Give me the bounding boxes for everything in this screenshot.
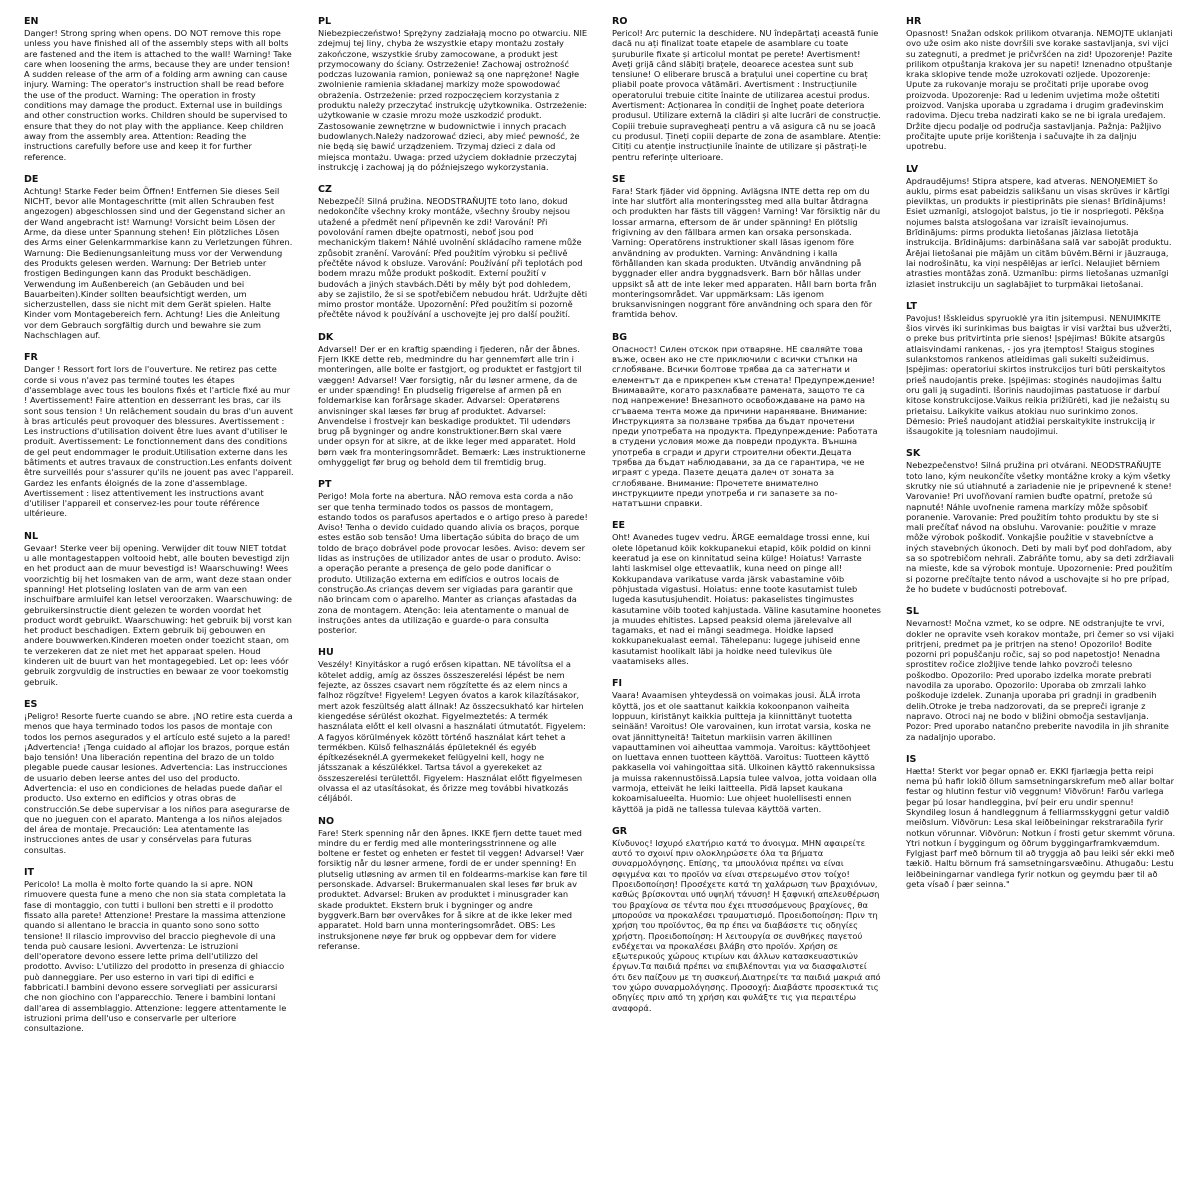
column-2	[318, 16, 588, 1186]
lang-section-es	[24, 699, 294, 855]
lang-code: BG	[612, 331, 628, 343]
warning-text: Danger ! Ressort fort lors de l'ouverture. Ne retirez pas cette corde si vous n'avez pas terminé toutes les étapes d'assemblage avec tous les boulons fixés et l'article fixé au mur ! Avertissement! Faire attention en desserrant les bras, car ils sont sous tension ! Un relâchement soudain du bras d'un auvent à bras articulés peut provoquer des blessures. Avertissement : Les instructions d'utilisation doivent être lues avant d'utiliser le produit. Avertissement: Le fonctionnement dans des conditions de gel peut endommager le produit.Utilisation externe dans les bâtiments et autres travaux de construction.Les enfants doivent être surveillés pour s'assurer qu'ils ne jouent pas avec l'appareil. Gardez les enfants éloignés de la zone d'assemblage. Avertissement : lisez attentivement les instructions avant d'utiliser l'appareil et conservez-les pour toute référence ultérieure.	[24, 364, 294, 519]
lang-code: SL	[906, 606, 919, 618]
lang-code: IS	[906, 753, 917, 765]
warning-text: Oht! Avanedes tugev vedru. ÄRGE eemaldage trossi enne, kui olete lõpetanud kõik kokkupanekui etapid, kõik poldid on kinni keeratud ja ese on kinnitatud seina külge! Hoiatus! Varraste lahti laskmisel olge ettevaatlik, kuna need on pinge all! Kokkupandava varikatuse varda järsk vabastamine võib põhjustada vigastusi. Hoiatus: enne toote kasutamist tuleb lugeda kasutusjuhendit. Hoiatus: pakaselistes tingimustes kasutamine võib tooted kahjustada. Väline kasutamine hoonetes ja muudes ehitistes. Lapsed peaksid olema järelevalve all tagamaks, et nad ei mängi seadmega. Hoidke lapsed kokkupanekualast eemal. Tähelepanu: lugege juhiseid enne kasutamist hoolikalt läbi ja hoidke need tulevikus üle vaatamiseks alles.	[612, 532, 881, 667]
lang-section-fi	[612, 678, 882, 814]
warning-text: Gevaar! Sterke veer bij opening. Verwijder dit touw NIET totdat u alle montagestappen voltooid hebt, alle bouten bevestigd zijn en het product aan de muur bevestigd is! Waarschuwing! Wees voorzichtig bij het losmaken van de arm, want deze staan onder spanning! Het plotseling loslaten van de arm van een inschuifbare armluifel kan letsel veroorzaken. Waarschuwing: de gebruikersinstructie dient gelezen te worden voordat het product wordt gebruikt. Waarschuwing: het gebruik bij vorst kan het product beschadigen. Extern gebruik bij gebouwen en andere bouwwerken.Kinderen moeten onder toezicht staan, om te verzekeren dat ze niet met het apparaat spelen. Houd kinderen uit de buurt van het montagegebied. Let op: lees vóór gebruik zorgvuldig de instructies en bewaar ze voor toekomstig gebruik.	[24, 542, 292, 687]
lang-section-lv	[906, 164, 1176, 289]
lang-section-lt	[906, 301, 1176, 437]
lang-code: NL	[24, 530, 39, 542]
lang-section-cz	[318, 184, 588, 320]
lang-code: LV	[906, 163, 919, 175]
warning-text: Nebezpečenstvo! Silná pružina pri otvárani. NEODSTRAŇUJTE toto lano, kým neukončíte všetky montážne kroky a kým všetky skrutky nie sú utiahnuté a zariadenie nie je pripevnené k stene! Varovanie! Pri uvoľňovaní ramien buďte opatrní, pretože sú napnuté! Náhle uvoľnenie ramena markízy môže spôsobiť poranenie. Varovanie: Pred použitím tohto produktu by ste si mali prečítať návod na obsluhu. Varovanie: použitie v mraze môže výrobok poškodiť. Vonkajšie použitie v stavebníctve a iných stavebných úkonoch. Deti by mali byť pod dohľadom, aby sa so spotrebičom nehrali. Zabráňte tomu, aby sa deti zdržiavali na mieste, kde sa výrobok montuje. Upozornenie: Pred použitím si pozorne prečítajte tento návod a uschovajte si ho pre prípad, že ho budete v budúcnosti potrebovať.	[906, 460, 1174, 594]
lang-code: FR	[24, 352, 38, 364]
warning-text: Vaara! Avaamisen yhteydessä on voimakas jousi. ÄLÄ irrota köyttä, jos et ole saattanut kaikkia kokoonpanon vaiheita loppuun, kiristänyt kaikkia pultteja ja kiinnittänyt tuotetta seinään! Varoitus! Ole varovainen, kun irrotat varsia, koska ne ovat jännittyneitä! Taitetun markiisin varren äkillinen vapauttaminen voi aiheuttaa vammoja. Varoitus: käyttöohjeet on luettava ennen tuotteen käyttöä. Varoitus: Tuotteen käyttö pakkasella voi vahingoittaa sitä. Ulkoinen käyttö rakennuksissa ja muissa rakennustöissä.Lapsia tulee valvoa, jotta voidaan olla varmoja, etteivät he leiki laitteella. Pidä lapset kaukana kokoamisalueelta. Huomio: Lue ohjeet huolellisesti ennen käyttöä ja pidä ne tallessa tulevaa käyttöä varten.	[612, 690, 877, 814]
lang-code: ES	[24, 698, 38, 710]
lang-section-is	[906, 754, 1176, 890]
warning-text: Κίνδυνος! Ισχυρό ελατήριο κατά το άνοιγμα. ΜΗΝ αφαιρείτε αυτό το σχοινί πριν ολοκληρώσετε όλα τα βήματα συναρμολόγησης. Επίσης, τα μπουλόνια πρέπει να είναι σφιγμένα και το προϊόν να είναι στερεωμένο στον τοίχο! Προειδοποίηση! Προσέχετε κατά τη χαλάρωση των βραχιόνων, καθώς βρίσκονται υπό υψηλή τάνυση! Η ξαφνική απελευθέρωση του βραχίονα σε τέντα που έχει πτυσσόμενους βραχίονες, θα μπορούσε να προκαλέσει τραυματισμό. Προειδοποίηση: Πριν τη χρήση του προϊόντος, θα πρ έπει να διαβάσετε τις οδηγίες χρήστη. Προειδοποίηση: Η λειτουργία σε συνθήκες παγετού ενδέχεται να προκαλέσει βλάβη στο προϊόν. Χρήση σε εξωτερικούς χώρους κτιρίων και άλλων κατασκευαστικών έργων.Τα παιδιά πρέπει να επιβλέπονται για να διασφαλιστεί ότι δεν παίζουν με τη συσκευή.Διατηρείτε τα παιδιά μακριά από τον χώρο συναρμολόγησης. Προσοχή: Διαβάστε προσεκτικά τις οδηγίες πριν από τη χρήση και φυλάξτε τις για περαιτέρω αναφορά.	[612, 837, 881, 1013]
lang-code: IT	[24, 867, 35, 879]
warning-text: Achtung! Starke Feder beim Öffnen! Entfernen Sie dieses Seil NICHT, bevor alle Montageschritte (mit allen Schrauben fest angezogen) abgeschlossen sind und der Gegenstand sicher an der Wand angebracht ist! Warnung! Vorsicht beim Lösen der Arme, da diese unter Spannung stehen! Ein plötzliches Lösen des Arms einer Gelenkarmmarkise kann zu Verletzungen führen. Warnung: Die Bedienungsanleitung muss vor der Verwendung des Produkts gelesen werden. Warnung: Der Betrieb unter frostigen Bedingungen kann das Produkt beschädigen. Verwendung im Außenbereich (an Gebäuden und bei Bauarbeiten).Kinder sollten beaufsichtigt werden, um sicherzustellen, dass sie nicht mit dem Gerät spielen. Halte Kinder vom Montagebereich fern. Achtung! Lies die Anleitung vor dem Gebrauch sorgfältig durch und bewahre sie zum Nachschlagen auf.	[24, 185, 293, 341]
lang-code: DE	[24, 173, 39, 185]
warning-text: ¡Peligro! Resorte fuerte cuando se abre. ¡NO retire esta cuerda a menos que haya terminado todos los pasos de montaje con todos los pernos asegurados y el artículo esté sujeto a la pared! ¡Advertencia! ¡Tenga cuidado al aflojar los brazos, porque están bajo tensión! Una liberación repentina del brazo de un toldo plegable puede causar lesiones. Advertencia: Las instrucciones de usuario deben leerse antes del uso del producto. Advertencia: el uso en condiciones de heladas puede dañar el producto. Uso externo en edificios y otras obras de construcción.Se debe supervisar a los niños para asegurarse de que no jueguen con el aparato. Mantenga a los niños alejados del área de montaje. Precaución: Lea atentamente las instrucciones antes de usar y consérvelas para futuras consultas.	[24, 710, 293, 855]
lang-code: PT	[318, 479, 332, 491]
lang-code: PL	[318, 16, 332, 27]
warning-text: Perigo! Mola forte na abertura. NÃO remova esta corda a não ser que tenha terminado todos os passos de montagem, estando todos os parafusos apertados e o artigo preso à parede! Aviso! Tenha o devido cuidado quando alivia os braços, porque estes estão sob tensão! Uma libertação súbita do braço de um toldo de braço dobrável pode provocar lesões. Aviso: devem ser lidas as instruções de utilizador antes de usar o produto. Aviso: a operação perante a presença de gelo pode danificar o produto. Utilização externa em edifícios e outros locais de construção.As crianças devem ser vigiadas para garantir que não brincam com o aparelho. Manter as crianças afastadas da zona de montagem. Atenção: leia atentamente o manual de instruções antes da utilização e guarde-o para consulta posterior.	[318, 491, 588, 636]
instruction-sheet	[24, 16, 1176, 1186]
warning-text: Nevarnost! Močna vzmet, ko se odpre. NE odstranjujte te vrvi, dokler ne opravite vseh korakov montaže, pri čemer so vsi vijaki pritrjeni, predmet pa je pritrjen na steno! Opozorilo! Bodite pozorni pri popuščanju ročic, saj so pod napetostjo! Nenadna sprostitev ročice zložljive tende lahko povzroči telesno poškodbo. Opozorilo: Pred uporabo izdelka morate prebrati navodila za uporabo. Opozorilo: Uporaba ob zmrzali lahko poškoduje izdelek. Zunanja uporaba pri gradnji in gradbenih delih.Otroke je treba nadzorovati, da se prepreči igranje z napravo. Otroci naj ne bodo v bližini območja sestavljanja. Pozor: Pred uporabo natančno preberite navodila in jih shranite za nadaljnjo uporabo.	[906, 618, 1175, 742]
lang-code: GR	[612, 825, 628, 837]
lang-code: NO	[318, 815, 335, 827]
warning-text: Hætta! Sterkt vor þegar opnað er. EKKI fjarlægja þetta reipi nema þú hafir lokið öllum samsetningarskrefum með allar boltar festar og hlutinn festur við veggnum! Viðvörun! Farðu varlega þegar þú losar handleggina, því þeir eru undir spennu! Skyndileg losun á handleggnum á felliarmsskyggni getur valdið meiðslum. Viðvörun: Lesa skal leiðbeiningar rekstraraðila fyrir notkun vörunnar. Viðvörun: Notkun í frosti getur skemmt vöruna. Ytri notkun í byggingum og öðrum byggingarframkvæmdum. Fylgjast þarf með börnum til að tryggja að þau leiki sér ekki með tækið. Haltu börnum frá samsetningarsvæðinu. Athugaðu: Lestu leiðbeiningarnar vandlega fyrir notkun og geymdu þær til að geta vísað í þær seinna."	[906, 765, 1176, 890]
warning-text: Niebezpieczeństwo! Sprężyny zadziałają mocno po otwarciu. NIE zdejmuj tej liny, chyba że wszystkie etapy montażu zostały zakończone, wszystkie śruby zamocowane, a produkt jest przymocowany do ściany. Ostrzeżenie! Zachowaj ostrożność podczas luzowania ramion, ponieważ są one naprężone! Nagłe zwolnienie ramienia składanej markizy może spowodować obrażenia. Ostrzeżenie: przed rozpoczęciem korzystania z produktu należy przeczytać instrukcję użytkownika. Ostrzeżenie: użytkowanie w czasie mrozu może uszkodzić produkt. Zastosowanie zewnętrzne w budownictwie i innych pracach budowlanych.Należy nadzorować dzieci, aby mieć pewność, że nie będą się bawić urządzeniem. Trzymaj dzieci z dala od miejsca montażu. Uwaga: przed użyciem dokładnie przeczytaj instrukcję i zachowaj ją do późniejszego wykorzystania.	[318, 28, 588, 172]
lang-section-hr	[906, 16, 1176, 152]
lang-section-ee	[612, 520, 882, 666]
column-4	[906, 16, 1176, 1186]
lang-code: HR	[906, 16, 922, 27]
warning-text: Opasnost! Snažan odskok prilikom otvaranja. NEMOJTE uklanjati ovo uže osim ako niste dovršili sve korake sastavljanja, svi vijci su zategnuti, a predmet je pričvršćen na zid! Upozorenje! Pazite prilikom otpuštanja krakova jer su napeti! Iznenadno otpuštanje kraka sklopive tende može uzrokovati ozljede. Upozorenje: Upute za rukovanje moraju se pročitati prije uporabe ovog proizvoda. Upozorenje: Rad u ledenim uvjetima može oštetiti proizvod. Vanjska uporaba u zgradama i drugim građevinskim radovima. Djecu treba nadzirati kako se ne bi igrala uređajem. Držite djecu podalje od područja sastavljanja. Pažnja: Pažljivo pročitajte upute prije korištenja i sačuvajte ih za daljnju upotrebu.	[906, 28, 1173, 152]
lang-code: LT	[906, 300, 917, 312]
lang-section-no	[318, 816, 588, 952]
lang-section-bg	[612, 332, 882, 509]
warning-text: Pericol! Arc puternic la deschidere. NU îndepărtați această funie dacă nu ați finalizat toate etapele de asamblare cu toate șuruburile fixate și articolul montat pe perete! Avertisment! Aveți grijă când slăbiți brațele, deoarece acestea sunt sub tensiune! O eliberare bruscă a brațului unei copertine cu braț pliabil poate provoca vătămări. Avertisment : Instrucțiunile operatorului trebuie citite înainte de utilizarea acestui produs. Avertisment: Acționarea în condiții de îngheț poate deteriora produsul. Utilizare externă la clădiri și alte lucrări de construcție. Copiii trebuie supravegheați pentru a vă asigura că nu se joacă cu produsul. Țineți copiii departe de zona de asamblare. Atenție: Citiți cu atenție instrucțiunile înainte de utilizare și păstrați-le pentru referințe ulterioare.	[612, 28, 882, 162]
lang-code: EN	[24, 16, 39, 27]
lang-code: SK	[906, 448, 921, 460]
lang-section-pl	[318, 16, 588, 172]
warning-text: Apdraudējums! Stipra atspere, kad atveras. NENOŅEMIET šo auklu, pirms esat pabeidzis salikšanu un visas skrūves ir kārtīgi pievilktas, un produkts ir piestiprināts pie sienas! Brīdinājums! Esiet uzmanīgi, atslogojot balstus, jo tie ir nospriegoti. Pēkšņa nojumes balsta atslogošana var izraisīt ievainojumus. Brīdinājums: pirms produkta lietošanas jāizlasa lietotāja instrukcija. Brīdinājums: darbināšana salā var sabojāt produktu. Ārējai lietošanai pie mājām un citām būvēm.Bērni ir jāuzrauga, lai nodrošinātu, ka viņi nespēlējas ar ierīci. Nelaujiet bērniem atrasties montāžas zonā. Uzmanību: pirms lietošanas uzmanīgi izlasiet instrukciju un saglabājiet to turpmākai lietošanai.	[906, 175, 1172, 289]
column-3	[612, 16, 882, 1186]
warning-text: Veszély! Kinyitáskor a rugó erősen kipattan. NE távolítsa el a kötelet addig, amíg az összes összeszerelési lépést be nem fejezte, az összes csavart nem rögzítette és az elem nincs a falhoz rögzítve! Figyelem! Legyen óvatos a karok kilazításakor, mert azok feszültség alatt állnak! Az összecsukható kar hirtelen kiengedése sérülést okozhat. Figyelmeztetés: A termék használata előtt el kell olvasni a használati útmutatót. Figyelem: A fagyos körülmények között történő használat kárt tehet a termékben. Külső felhasználás épületeknél és egyéb építkezéseknél.A gyermekeket felügyelni kell, hogy ne játsszanak a készülékkel. Tartsa távol a gyerekeket az összeszerelési területtől. Figyelem: Használat előtt figyelmesen olvassa el az utasításokat, és őrizze meg további hivatkozás céljából.	[318, 659, 586, 804]
warning-text: Pavojus! Išskleidus spyruoklė yra itin jsitempusi. NENUIMKITE šios virvės iki surinkimas bus baigtas ir visi varžtai bus užveržti, o preke bus pritvirtinta prie sienos! Įspėjimas! Būkite atsargūs atlaisvindami rankenas, - jos yra įtemptos! Staigus stogines sulankstomos rankenos atleidimas gali sukelti sužeidimus. Įspėjimas: operatoriui skirtos instrukcijos turi būti perskaitytos prieš naudojantis preke. Įspėjimas: stoginės naudojimas šaltu oru gali ją sugadinti. Išorinis naudojimas pastatuose ir darbuí kitose konstrukcijose.Vaikus reikia prižiūrėti, kad jie nežaistų su prietaisu. Laikykite vaikus atokiau nuo surinkimo zonos. Dėmesio: Prieš naudojant atidžiai perskaitykite instrukciją ir išsaugokite ją tolesniam naudojimui.	[906, 312, 1172, 437]
column-1	[24, 16, 294, 1186]
warning-text: Pericolo! La molla è molto forte quando la si apre. NON rimuovere questa fune a meno che non sia stata completata la fase di montaggio, con tutti i bulloni ben stretti e il prodotto fissato alla parete! Attenzione! Prestare la massima attenzione quando si allentano le braccia in quanto sono sono sotto tensione! Il rilascio improvviso del braccio pieghevole di una tenda può causare lesioni. Avvertenza: Le istruzioni dell'operatore devono essere lette prima dell'utilizzo del prodotto. Avviso: L'utilizzo del prodotto in presenza di ghiaccio può danneggiare. Per uso esterno in vari tipi di edifici e fabbricati.I bambini devono essere sorvegliati per assicurarsi che non giochino con l'apparecchio. Tenere i bambini lontani dall'area di assemblaggio. Attenzione: leggere attentamente le istruzioni prima dell'uso e conservarle per ulteriore consultazione.	[24, 879, 287, 1034]
warning-text: Danger! Strong spring when opens. DO NOT remove this rope unless you have finished all of the assembly steps with all bolts are fastened and the item is attached to the wall! Warning! Take care when loosening the arms, because they are under tension! A sudden release of the arm of a folding arm awning can cause injury. Warning: The operator's instruction shall be read before the use of the product. Warning: The operation in frosty conditions may damage the product. External use in buildings and other construction works. Children should be supervised to ensure that they do not play with the appliance. Keep children away from the assembly area. Attention: Reading the instructions carefully before use and keep it for further reference.	[24, 28, 292, 162]
warning-text: Nebezpečí! Silná pružina. NEODSTRAŇUJTE toto lano, dokud nedokončíte všechny kroky montáže, všechny šrouby nejsou utažené a předmět není připevněn ke zdi! Varování! Při povolování ramen dbejte opatrnosti, neboť jsou pod mechanickým tlakem! Náhlé uvolnění skládacího ramene může způsobit zranění. Varování: Před použitím výrobku si pečlivě přečtěte návod k obsluze. Varování: Používání při teplotách pod bodem mrazu může produkt poškodit. Externí použití v budovách a jiných stavbách.Děti by měly být pod dohledem, aby se zajistilo, že si se spotřebičem nebudou hrát. Udržujte děti mimo prostor montáže. Upozornění: Před použitím si pozorně přečtěte návod k používání a uschovejte jej pro další použití.	[318, 196, 588, 320]
warning-text: Fara! Stark fjäder vid öppning. Avlägsna INTE detta rep om du inte har slutfört alla monteringssteg med alla bultar åtdragna och produkten har fästs till väggen! Varning! Var försiktig när du lossar armarna, eftersom de är under spänning! En plötslig frigivning av den fällbara armen kan orsaka personskada. Varning: Operatörens instruktioner skall läsas igenom före användning av produkten. Varning: Användning i kalla förhållanden kan skada produkten. Utvändig användning på byggnader eller andra byggnadsverk. Barn bör hållas under uppsikt så att de inte leker med apparaten. Håll barn borta från monteringsområdet. Var uppmärksam: Läs igenom bruksanvisningen noggrant före användning och spara den för framtida behov.	[612, 185, 881, 320]
lang-code: RO	[612, 16, 628, 27]
lang-section-gr	[612, 826, 882, 1013]
lang-section-de	[24, 174, 294, 340]
lang-section-dk	[318, 332, 588, 468]
warning-text: Опасност! Силен отскок при отваряне. НЕ сваляйте това въже, освен ако не сте приключили с всички стъпки на сглобяване. Всички болтове трябва да са затегнати и елементът да е прикрепен към стената! Предупреждение! Внимавайте, когато разхлабвате рамената, защото те са под напрежение! Внезапното освобождаване на рамо на сгъваема тента може да причини нараняване. Внимание: Инструкцията за ползване трябва да бъдат прочетени преди употребата на продукта. Предупреждение: Работата в студени условия може да повреди продукта. Външна употреба в сгради и други строителни обекти.Децата трябва да бъдат наблюдавани, за да се гарантира, че не играят с уреда. Пазете децата далеч от зоната за сглобяване. Внимание: Прочетете внимателно инструкциите преди употреба и ги запазете за по-нататъшни справки.	[612, 343, 878, 509]
lang-section-fr	[24, 352, 294, 518]
lang-section-en	[24, 16, 294, 162]
warning-text: Advarsel! Der er en kraftig spænding i fjederen, når der åbnes. Fjern IKKE dette reb, medmindre du har gennemført alle trin i monteringen, alle bolte er fastgjort, og produktet er fastgjort til væggen! Advarsel! Vær forsigtig, når du løsner armene, da de er under spænding! En pludselig frigørelse af armen på en foldemarkise kan forårsage skader. Advarsel: Operatørens anvisninger skal læses før brug af produktet. Advarsel: Anvendelse i frostvejr kan beskadige produktet. Til udendørs brug på bygninger og andre konstruktioner.Børn skal være under opsyn for at sikre, at de ikke leger med apparatet. Hold børn væk fra monteringsområdet. Bemærk: Læs instruktionerne omhyggeligt før brug og behold dem til fremtidig brug.	[318, 343, 586, 467]
lang-code: HU	[318, 647, 334, 659]
warning-text: Fare! Sterk spenning når den åpnes. IKKE fjern dette tauet med mindre du er ferdig med alle monteringsstrinnene og alle boltene er festet og enheten er festet til veggen! Advarsel! Vær forsiktig når du løsner armene, fordi de er under spenning! En plutselig utløsning av armen til en foldearms-markise kan føre til personskade. Advarsel: Brukermanualen skal leses før bruk av produktet. Advarsel: Bruken av produktet i minusgrader kan skade produktet. Ekstern bruk i bygninger og andre byggverk.Barn bør overvåkes for å sikre at de ikke leker med apparatet. Hold barn unna monteringsområdet. OBS: Les instruksjonene nøye før bruk og oppbevar dem for videre referanse.	[318, 827, 588, 951]
lang-section-nl	[24, 531, 294, 687]
lang-code: DK	[318, 331, 334, 343]
lang-section-sl	[906, 606, 1176, 742]
lang-code: SE	[612, 173, 626, 185]
lang-section-pt	[318, 479, 588, 635]
lang-section-se	[612, 174, 882, 320]
lang-section-hu	[318, 647, 588, 803]
lang-section-sk	[906, 448, 1176, 594]
lang-section-ro	[612, 16, 882, 162]
lang-code: CZ	[318, 184, 332, 196]
lang-section-it	[24, 867, 294, 1033]
lang-code: EE	[612, 520, 625, 532]
lang-code: FI	[612, 678, 623, 690]
